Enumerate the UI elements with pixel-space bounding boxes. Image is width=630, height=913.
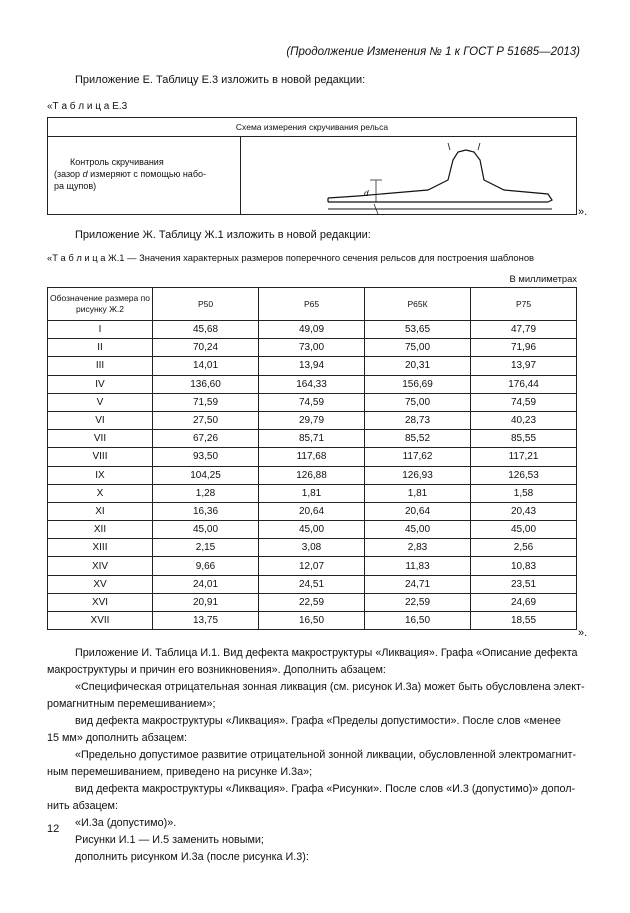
value-cell: 117,62 <box>365 448 471 466</box>
value-cell: 16,50 <box>365 612 471 630</box>
value-cell: 53,65 <box>365 321 471 339</box>
value-cell: 117,68 <box>259 448 365 466</box>
row-designation-cell: II <box>48 339 153 357</box>
row-designation-cell: XI <box>48 502 153 520</box>
value-cell: 74,59 <box>471 393 577 411</box>
value-cell: 74,59 <box>259 393 365 411</box>
value-cell: 104,25 <box>153 466 259 484</box>
value-cell: 1,58 <box>471 484 577 502</box>
table-row <box>48 357 577 375</box>
value-cell: 3,08 <box>259 539 365 557</box>
text-line: «И.3а (допустимо)». <box>75 817 177 829</box>
value-cell: 126,93 <box>365 466 471 484</box>
row-designation-cell: X <box>48 484 153 502</box>
value-cell: 85,71 <box>259 430 365 448</box>
table-row <box>48 593 577 611</box>
table-row <box>48 612 577 630</box>
value-cell: 1,81 <box>365 484 471 502</box>
value-cell: 126,53 <box>471 466 577 484</box>
value-cell: 45,00 <box>153 521 259 539</box>
table-row <box>48 411 577 429</box>
value-cell: 176,44 <box>471 375 577 393</box>
table-zh1-close: ». <box>578 627 588 639</box>
table-row <box>48 339 577 357</box>
table-zh1 <box>47 287 577 630</box>
drawing-label-d: d <box>364 189 369 198</box>
value-cell: 45,00 <box>259 521 365 539</box>
value-cell: 45,00 <box>365 521 471 539</box>
value-cell: 24,71 <box>365 575 471 593</box>
text-line: вид дефекта макроструктуры «Ликвация». Графа «Пределы допустимости». После слов «менее <box>75 715 561 727</box>
row-designation-cell: IX <box>48 466 153 484</box>
value-cell: 45,68 <box>153 321 259 339</box>
value-cell: 70,24 <box>153 339 259 357</box>
text-line: Рисунки И.1 — И.5 заменить новыми; <box>75 834 264 846</box>
value-cell: 29,79 <box>259 411 365 429</box>
value-cell: 1,28 <box>153 484 259 502</box>
col-header-r65: Р65 <box>259 288 365 321</box>
text-line: дополнить рисунком И.3а (после рисунка И.3): <box>75 851 309 863</box>
value-cell: 23,51 <box>471 575 577 593</box>
text-line: 15 мм» дополнить абзацем: <box>47 732 188 744</box>
col-header-r50: Р50 <box>153 288 259 321</box>
col-header-designation: Обозначение размера по рисунку Ж.2 <box>48 288 153 321</box>
table-row <box>48 430 577 448</box>
section-e-intro: Приложение Е. Таблицу Е.3 изложить в новой редакции: <box>75 74 366 86</box>
value-cell: 13,94 <box>259 357 365 375</box>
value-cell: 126,88 <box>259 466 365 484</box>
table-row <box>48 375 577 393</box>
value-cell: 20,31 <box>365 357 471 375</box>
section-zh-intro: Приложение Ж. Таблицу Ж.1 изложить в новой редакции: <box>75 229 371 241</box>
table-row <box>48 466 577 484</box>
table-zh1-units: В миллиметрах <box>509 273 577 284</box>
value-cell: 2,15 <box>153 539 259 557</box>
value-cell: 13,97 <box>471 357 577 375</box>
table-e3-label <box>54 156 234 192</box>
col-header-r75: Р75 <box>471 288 577 321</box>
table-e3 <box>47 117 577 215</box>
value-cell: 11,83 <box>365 557 471 575</box>
value-cell: 22,59 <box>259 593 365 611</box>
table-row <box>48 484 577 502</box>
text-line: ромагнитным перемешиванием»; <box>47 698 216 710</box>
label-line-1: Контроль скручивания <box>70 157 164 167</box>
value-cell: 71,59 <box>153 393 259 411</box>
value-cell: 24,51 <box>259 575 365 593</box>
value-cell: 93,50 <box>153 448 259 466</box>
row-designation-cell: XIII <box>48 539 153 557</box>
label-line-2a: (зазор <box>54 169 81 179</box>
value-cell: 18,55 <box>471 612 577 630</box>
value-cell: 85,52 <box>365 430 471 448</box>
table-row <box>48 448 577 466</box>
value-cell: 14,01 <box>153 357 259 375</box>
table-e3-header: Схема измерения скручивания рельса <box>48 118 576 137</box>
value-cell: 40,23 <box>471 411 577 429</box>
table-row <box>48 557 577 575</box>
table-row <box>48 321 577 339</box>
value-cell: 9,66 <box>153 557 259 575</box>
value-cell: 24,69 <box>471 593 577 611</box>
row-designation-cell: XVI <box>48 593 153 611</box>
table-e3-close: ». <box>578 206 588 218</box>
table-row <box>48 393 577 411</box>
text-line: «Предельно допустимое развитие отрицательной зонной ликвации, обусловленной электромагнит- <box>75 749 577 761</box>
value-cell: 75,00 <box>365 393 471 411</box>
table-row <box>48 575 577 593</box>
value-cell: 16,50 <box>259 612 365 630</box>
table-header-row <box>48 288 577 321</box>
value-cell: 12,07 <box>259 557 365 575</box>
row-designation-cell: XV <box>48 575 153 593</box>
row-designation-cell: VI <box>48 411 153 429</box>
label-var-d: d <box>82 169 88 179</box>
value-cell: 20,64 <box>365 502 471 520</box>
row-designation-cell: III <box>48 357 153 375</box>
value-cell: 10,83 <box>471 557 577 575</box>
row-designation-cell: VIII <box>48 448 153 466</box>
value-cell: 2,56 <box>471 539 577 557</box>
value-cell: 49,09 <box>259 321 365 339</box>
row-designation-cell: I <box>48 321 153 339</box>
value-cell: 16,36 <box>153 502 259 520</box>
row-designation-cell: V <box>48 393 153 411</box>
text-line: макроструктуры и причин его возникновения». Дополнить абзацем: <box>47 664 386 676</box>
text-line: Приложение И. Таблица И.1. Вид дефекта макроструктуры «Ликвация». Графа «Описание дефекта <box>75 647 578 659</box>
value-cell: 20,43 <box>471 502 577 520</box>
value-cell: 22,59 <box>365 593 471 611</box>
value-cell: 28,73 <box>365 411 471 429</box>
value-cell: 75,00 <box>365 339 471 357</box>
value-cell: 20,64 <box>259 502 365 520</box>
value-cell: 27,50 <box>153 411 259 429</box>
table-zh1-caption: «Т а б л и ц а Ж.1 — Значения характерных размеров поперечного сечения рельсов для построения шаблонов <box>47 252 535 263</box>
table-row <box>48 502 577 520</box>
row-designation-cell: IV <box>48 375 153 393</box>
rail-twist-drawing <box>298 138 568 216</box>
table-e3-caption: «Т а б л и ц а Е.3 <box>47 101 128 112</box>
value-cell: 136,60 <box>153 375 259 393</box>
value-cell: 164,33 <box>259 375 365 393</box>
row-designation-cell: VII <box>48 430 153 448</box>
row-designation-cell: XIV <box>48 557 153 575</box>
text-line: вид дефекта макроструктуры «Ликвация». Графа «Рисунки». После слов «И.3 (допустимо)» допол- <box>75 783 576 795</box>
table-e3-divider <box>240 136 241 214</box>
row-designation-cell: XVII <box>48 612 153 630</box>
col-header-r65k: Р65К <box>365 288 471 321</box>
table-row <box>48 539 577 557</box>
label-line-2b: измеряют с помощью набо- <box>90 169 206 179</box>
value-cell: 67,26 <box>153 430 259 448</box>
value-cell: 13,75 <box>153 612 259 630</box>
value-cell: 24,01 <box>153 575 259 593</box>
text-line: нить абзацем: <box>47 800 118 812</box>
value-cell: 117,21 <box>471 448 577 466</box>
row-designation-cell: XII <box>48 521 153 539</box>
value-cell: 156,69 <box>365 375 471 393</box>
value-cell: 2,83 <box>365 539 471 557</box>
page-number: 12 <box>47 823 60 835</box>
value-cell: 71,96 <box>471 339 577 357</box>
value-cell: 73,00 <box>259 339 365 357</box>
value-cell: 47,79 <box>471 321 577 339</box>
text-line: «Специфическая отрицательная зонная ликвация (см. рисунок И.3а) может быть обусловлена элект- <box>75 681 585 693</box>
value-cell: 20,91 <box>153 593 259 611</box>
running-header: (Продолжение Изменения № 1 к ГОСТ Р 51685—2013) <box>286 46 580 58</box>
value-cell: 1,81 <box>259 484 365 502</box>
label-line-3: ра щупов) <box>54 181 97 191</box>
label-line-2 <box>54 169 206 179</box>
section-i-text <box>47 645 587 866</box>
value-cell: 45,00 <box>471 521 577 539</box>
table-row <box>48 521 577 539</box>
text-line: ным перемешиванием, приведено на рисунке И.3а»; <box>47 766 313 778</box>
value-cell: 85,55 <box>471 430 577 448</box>
